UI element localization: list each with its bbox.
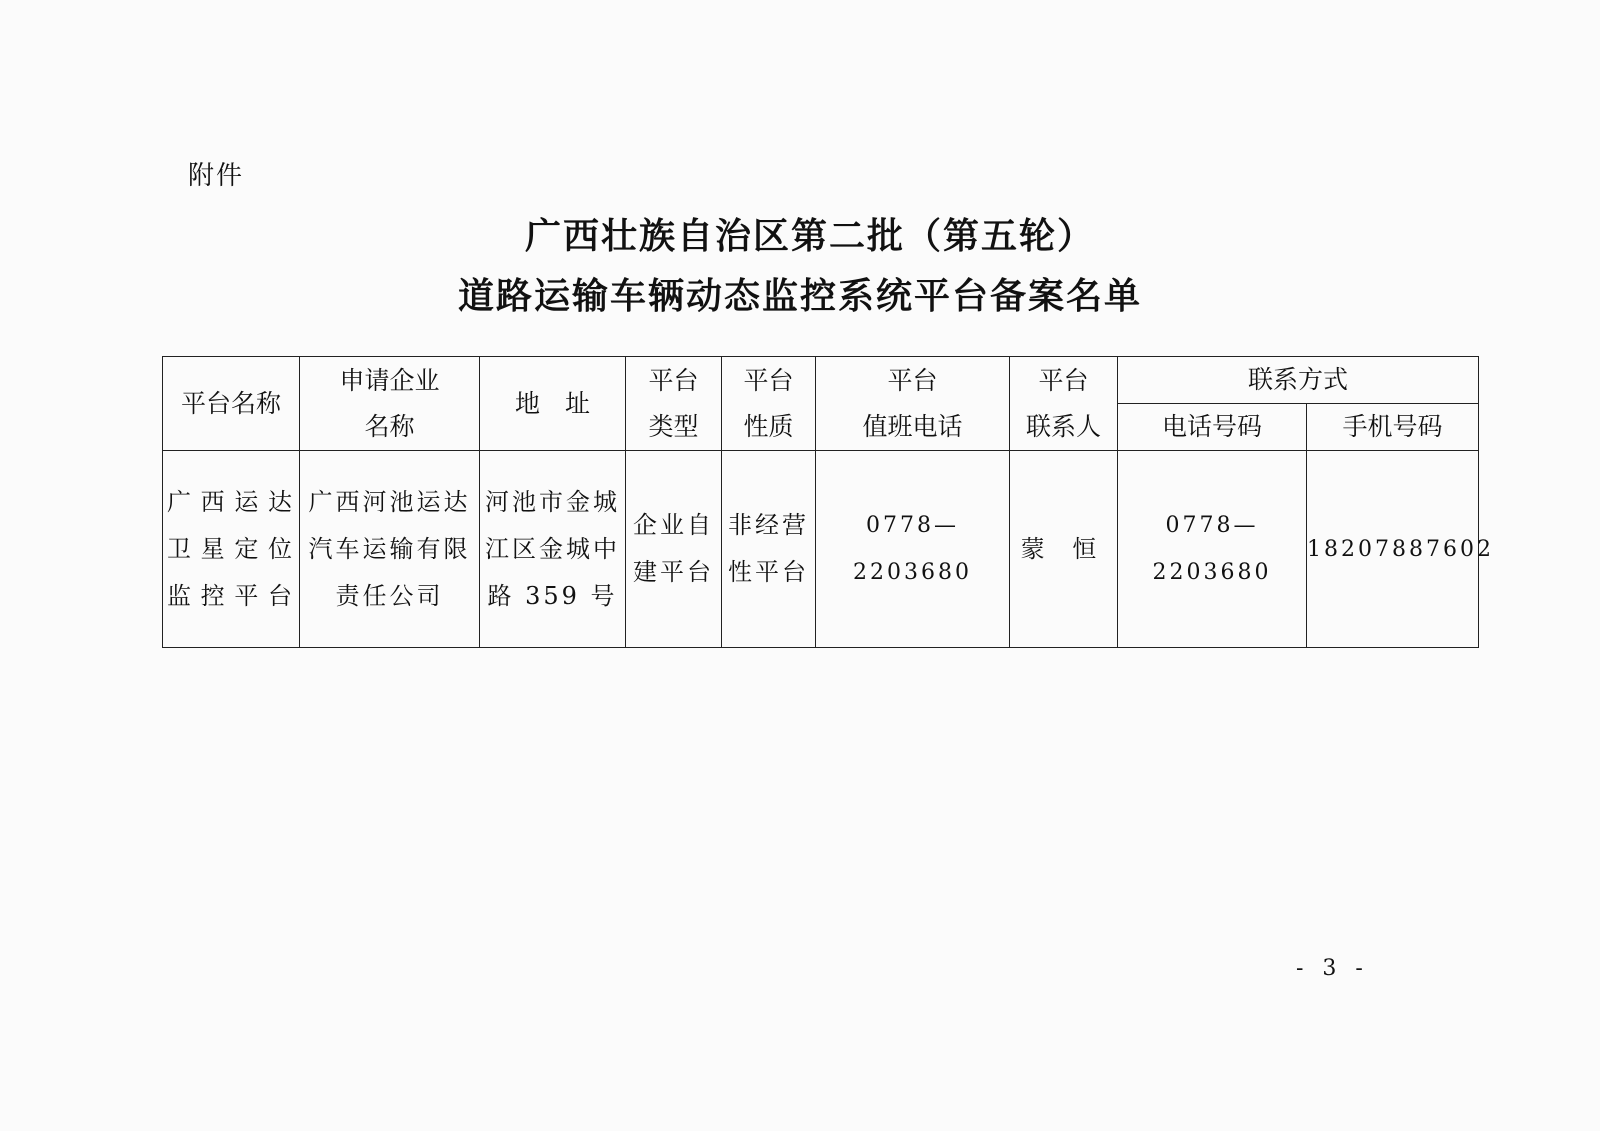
telephone-value: 0778—2203680	[1152, 513, 1272, 585]
header-company-name	[300, 357, 480, 451]
header-telephone-label: 电话号码	[1161, 412, 1262, 441]
document-title-line2: 道路运输车辆动态监控系统平台备案名单	[457, 275, 1142, 317]
company-name-value: 广西河池运达汽车运输有限责任公司	[308, 487, 471, 610]
document-title-line1: 广西壮族自治区第二批（第五轮）	[524, 215, 1095, 257]
table-row	[163, 451, 1479, 648]
contact-person-value: 蒙 恒	[1020, 534, 1107, 563]
header-platform-type-line2: 类型	[648, 411, 699, 441]
header-platform-nature	[722, 357, 816, 451]
header-platform-type-line1: 平台	[648, 365, 699, 395]
cell-duty-phone	[816, 451, 1010, 648]
header-contact-method	[1118, 357, 1479, 404]
header-contact-person-line1: 平台	[1038, 365, 1089, 395]
header-telephone	[1118, 404, 1307, 451]
attachment-label: 附件	[188, 161, 245, 191]
header-company-name-line2: 名称	[364, 411, 415, 441]
cell-address	[480, 451, 626, 648]
mobile-value: 18207887602	[1307, 536, 1494, 562]
header-mobile-label: 手机号码	[1342, 412, 1443, 441]
header-contact-method-label: 联系方式	[1248, 365, 1349, 394]
cell-platform-name	[163, 451, 300, 648]
cell-platform-nature	[722, 451, 816, 648]
cell-company-name	[300, 451, 480, 648]
cell-contact-person	[1010, 451, 1118, 648]
header-platform-name	[163, 357, 300, 451]
header-platform-nature-line1: 平台	[743, 365, 794, 395]
header-row-1	[163, 357, 1479, 404]
cell-platform-type	[626, 451, 722, 648]
header-contact-person-line2: 联系人	[1025, 411, 1101, 441]
header-platform-name-label: 平台名称	[180, 388, 281, 418]
cell-telephone	[1118, 451, 1307, 648]
header-company-name-line1: 申请企业	[339, 365, 440, 395]
page-number: - 3 -	[1296, 956, 1369, 981]
header-duty-phone-line1: 平台	[887, 365, 938, 395]
header-duty-phone	[816, 357, 1010, 451]
header-contact-person	[1010, 357, 1118, 451]
header-address	[480, 357, 626, 451]
header-address-label: 地 址	[514, 388, 590, 418]
platform-nature-value: 非经营性平台	[728, 511, 809, 586]
cell-mobile	[1307, 451, 1494, 648]
header-duty-phone-line2: 值班电话	[862, 411, 963, 441]
filing-roster-table	[162, 356, 1494, 648]
duty-phone-value: 0778—2203680	[853, 513, 972, 585]
header-platform-type	[626, 357, 722, 451]
header-platform-nature-line2: 性质	[743, 411, 794, 441]
platform-type-value: 企业自建平台	[633, 511, 714, 586]
address-value: 河池市金城江区金城中路 359 号	[485, 487, 620, 610]
platform-name-value: 广西运达卫星定位监控平台	[167, 487, 295, 610]
header-mobile	[1307, 404, 1479, 451]
